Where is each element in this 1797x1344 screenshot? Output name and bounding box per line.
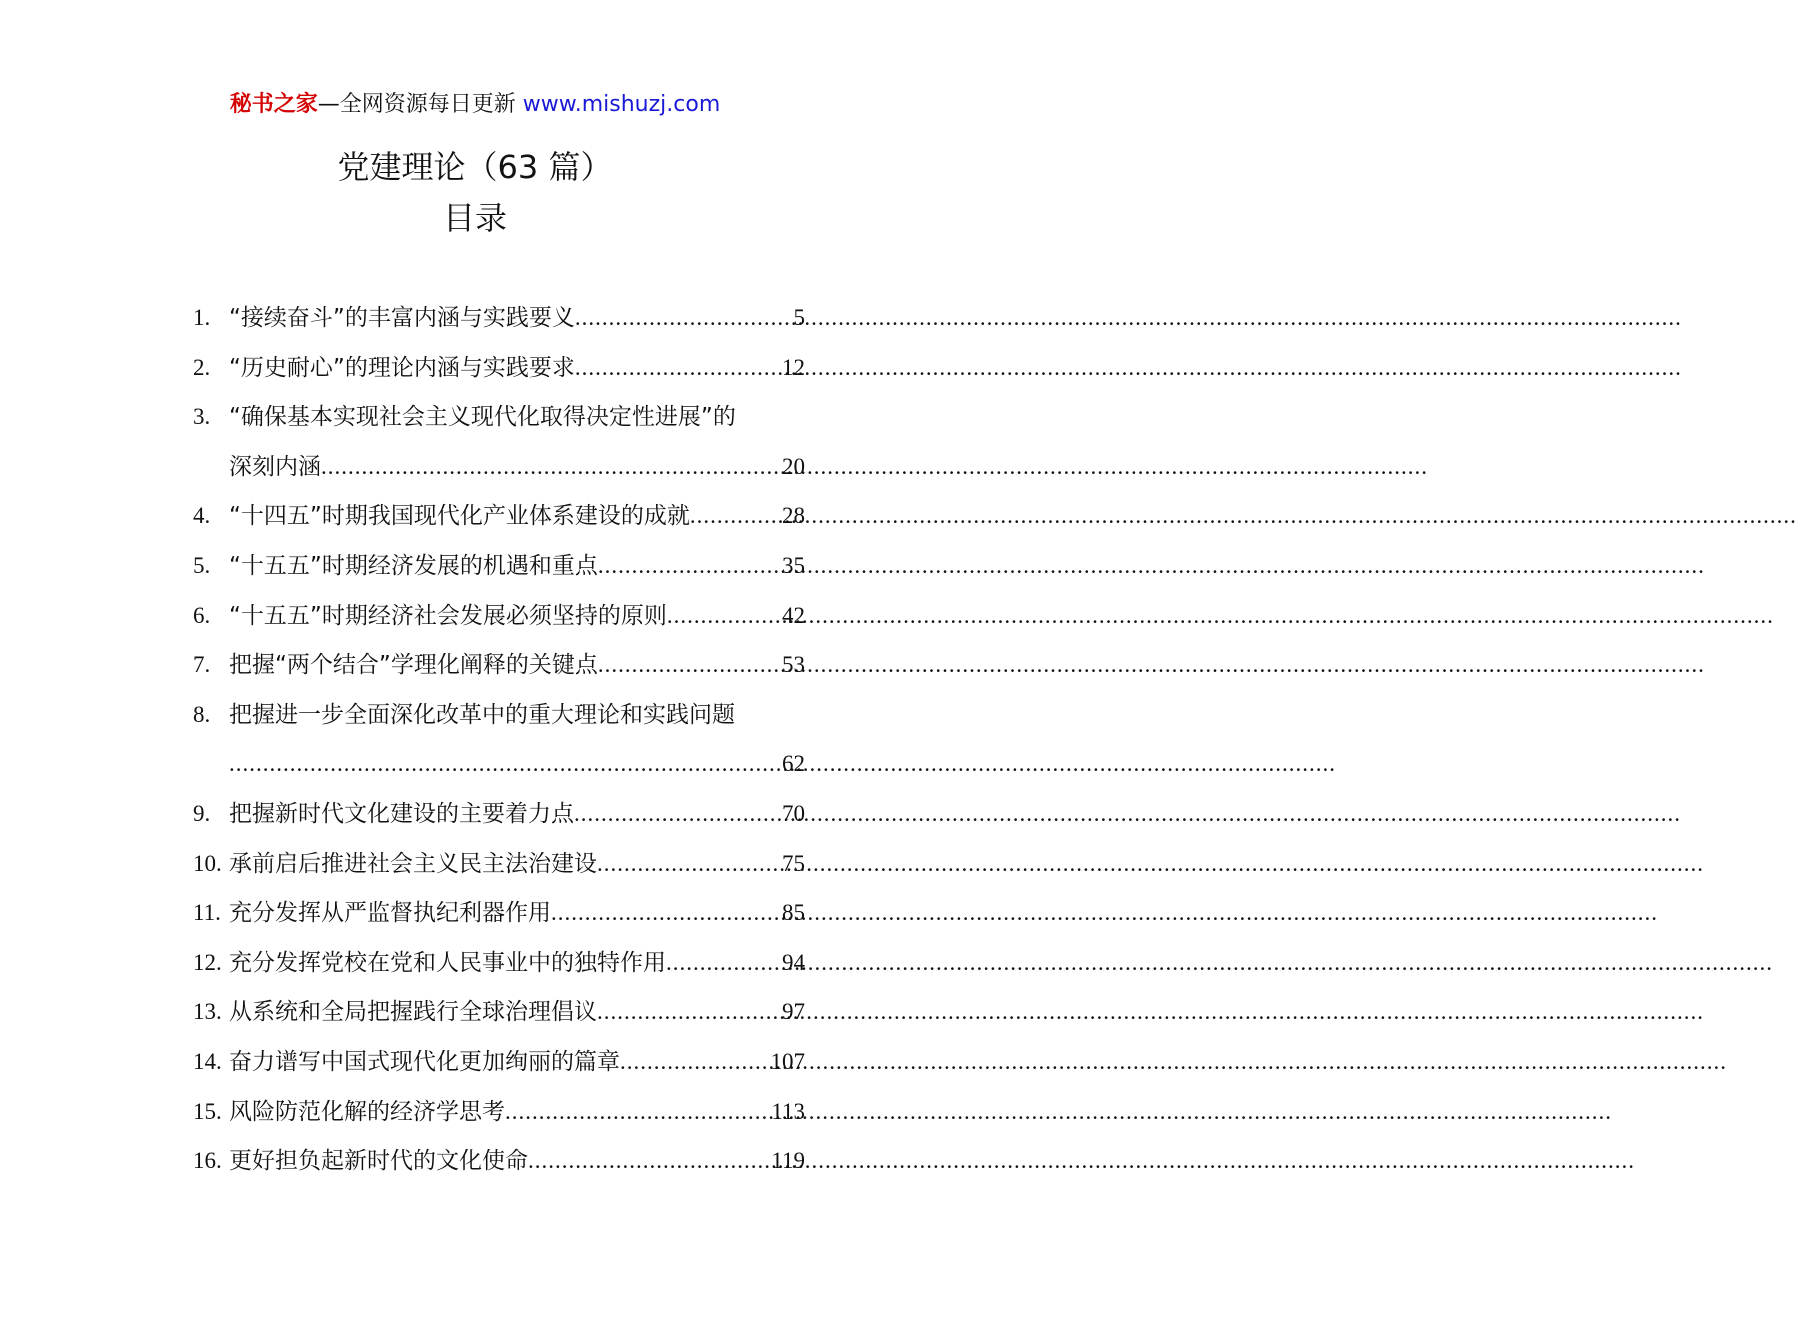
toc-entry-number: 7. [193,652,211,678]
toc-entry-number: 6. [193,602,211,628]
toc-leader-dots [575,293,794,343]
toc-entry-title: “确保基本实现社会主义现代化取得决定性进展”的 [229,404,736,431]
toc-leader-dots [551,888,782,938]
toc-entry-title: 从系统和全局把握践行全球治理倡议 [229,999,597,1026]
toc-leader-dots [574,789,782,839]
site-url-link[interactable]: www.mishuzj.com [522,92,721,117]
toc-entry[interactable] [193,293,805,343]
toc-entry-page: 75 [782,850,805,876]
toc-entry-title: “接续奋斗”的丰富内涵与实践要义 [229,305,575,331]
toc-entry-title: “十五五”时期经济社会发展必须坚持的原则 [229,602,667,629]
toc-entry-title: “历史耐心”的理论内涵与实践要求 [229,354,575,381]
toc-entry[interactable] [193,541,805,591]
toc-entry-number: 11. [193,900,221,926]
toc-entry[interactable] [193,392,805,442]
toc-entry-title: 充分发挥党校在党和人民事业中的独特作用 [229,949,666,976]
toc-entry-title: 奋力谱写中国式现代化更加绚丽的篇章 [229,1048,620,1075]
toc-entry-page: 35 [782,552,805,578]
toc-entry-number: 9. [193,800,211,826]
toc-leader-dots [528,1136,771,1186]
toc-entry-title: 把握进一步全面深化改革中的重大理论和实践问题 [229,701,735,728]
toc-entry-title: 把握新时代文化建设的主要着力点 [229,800,574,827]
toc-entry[interactable] [193,591,805,641]
toc-leader-dots [620,1037,771,1087]
toc-entry-page: 42 [782,602,805,628]
toc-entry-page: 5 [793,305,805,330]
toc-entry-page: 107 [770,1048,805,1074]
toc-entry-number: 16. [193,1148,222,1174]
toc-entry-page: 28 [782,503,805,529]
toc-entry-page: 20 [782,453,805,479]
toc-entry-page: 85 [782,900,805,926]
toc-entry-page: 97 [782,999,805,1025]
toc-leader-dots [575,343,782,393]
toc-entry-number: 3. [193,404,211,430]
toc-entry-number: 5. [193,552,211,578]
toc-leader-dots [229,739,782,789]
toc-entry-page: 94 [782,949,805,975]
toc-entry[interactable] [193,938,805,988]
toc-entry[interactable] [193,343,805,393]
toc-entry[interactable] [193,1136,805,1186]
site-banner [0,88,950,122]
toc-entry-number: 1. [193,305,211,330]
toc-entry[interactable] [193,1087,805,1137]
toc-entry-number: 10. [193,850,222,876]
toc-leader-dots [690,491,782,541]
banner-slogan: 全网资源每日更新 [339,92,516,117]
toc-entry-continuation[interactable] [193,442,805,492]
toc-leader-dots [505,1087,771,1137]
toc-entry-page: 53 [782,652,805,678]
toc-leader-dots [667,591,782,641]
toc-leader-dots [597,839,782,889]
toc-entry-title: 把握“两个结合”学理化阐释的关键点 [229,652,598,679]
toc-entry-page: 70 [782,800,805,826]
table-of-contents [193,293,805,1186]
toc-leader-dots [598,640,782,690]
toc-entry-title: 更好担负起新时代的文化使命 [229,1148,528,1175]
toc-entry[interactable] [193,987,805,1037]
toc-entry-title-cont: 深刻内涵 [229,453,321,480]
toc-entry-title: 风险防范化解的经济学思考 [229,1098,505,1125]
toc-entry[interactable] [193,640,805,690]
toc-entry-number: 14. [193,1048,222,1074]
toc-entry-number: 2. [193,354,211,380]
toc-entry-number: 8. [193,701,211,727]
toc-entry-number: 4. [193,503,211,529]
brand-name: 秘书之家 [229,92,318,117]
toc-leader-dots [666,938,782,988]
toc-entry-page: 113 [771,1098,805,1124]
toc-entry-continuation[interactable] [193,739,805,789]
toc-entry-title: 承前启后推进社会主义民主法治建设 [229,850,597,877]
toc-entry-page: 119 [771,1148,805,1174]
toc-entry-number: 12. [193,949,222,975]
toc-entry[interactable] [193,1037,805,1087]
toc-entry-number: 15. [193,1098,222,1124]
toc-entry[interactable] [193,789,805,839]
toc-leader-dots [321,442,782,492]
toc-entry-page: 62 [782,751,805,777]
toc-entry-title: “十五五”时期经济发展的机遇和重点 [229,552,598,579]
toc-entry-page: 12 [782,354,805,380]
toc-leader-dots [597,987,782,1037]
toc-entry[interactable] [193,839,805,889]
toc-entry-title: 充分发挥从严监督执纪利器作用 [229,900,551,927]
toc-leader-dots [598,541,782,591]
toc-entry[interactable] [193,690,805,740]
toc-heading: 目录 [442,199,507,237]
toc-entry[interactable] [193,491,805,541]
toc-entry[interactable] [193,888,805,938]
toc-entry-title: “十四五”时期我国现代化产业体系建设的成就 [229,503,690,530]
banner-dash: — [317,92,340,117]
document-title: 党建理论（63 篇） [337,148,613,186]
toc-entry-number: 13. [193,999,222,1025]
